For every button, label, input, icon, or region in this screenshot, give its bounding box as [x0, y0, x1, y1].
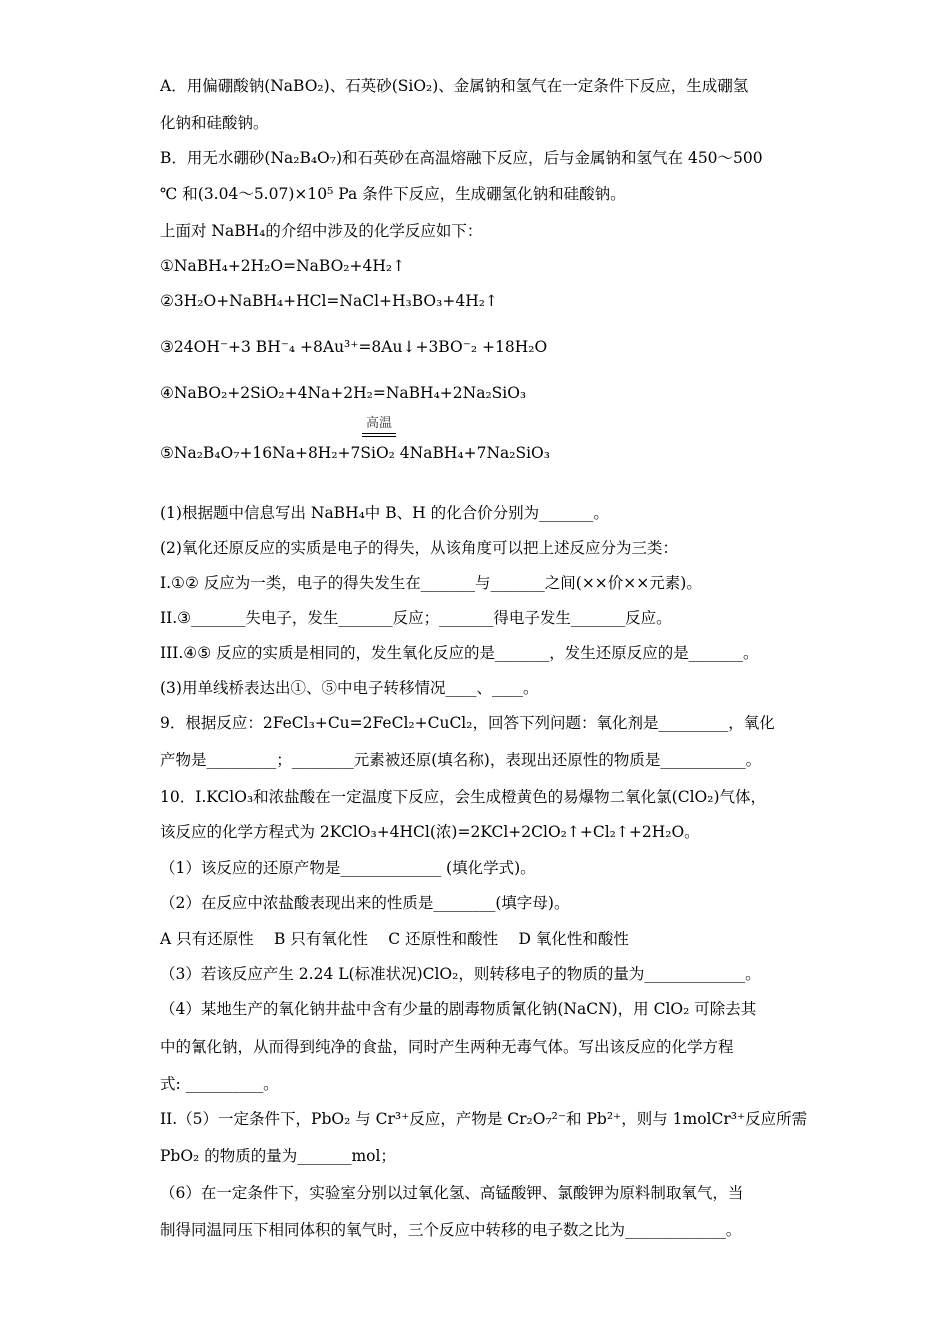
option-b-line-1: B．用无水硼砂(Na₂B₄O₇)和石英砂在高温熔融下反应，后与金属钠和氢气在 450～500: [160, 149, 763, 167]
problem-10-q3: （3）若该反应产生 2.24 L(标准状况)ClO₂，则转移电子的物质的量为_____________。: [160, 965, 761, 983]
option-a-line-2: 化钠和硅酸钠。: [160, 114, 269, 132]
condition-bar-top: [362, 433, 396, 434]
problem-9-line-2: 产物是_________；________元素被还原(填名称)，表现出还原性的物质是___________。: [160, 751, 762, 769]
problem-10-q2: （2）在反应中浓盐酸表现出来的性质是________(填字母)。: [160, 894, 570, 912]
reaction-5: ⑤Na₂B₄O₇+16Na+8H₂+7SiO₂ 4NaBH₄+7Na₂SiO₃: [160, 444, 550, 462]
reaction-2: ②3H₂O+NaBH₄+HCl=NaCl+H₃BO₃+4H₂↑: [160, 292, 498, 310]
question-2-part-ii: II.③_______失电子，发生_______反应；_______得电子发生_______反应。: [160, 609, 672, 627]
problem-10-q6-line-1: （6）在一定条件下，实验室分别以过氧化氢、高锰酸钾、氯酸钾为原料制取氧气，当: [160, 1184, 744, 1202]
question-3: (3)用单线桥表达出①、⑤中电子转移情况____、____。: [160, 679, 539, 697]
condition-label: 高温: [365, 416, 392, 431]
reaction-4: ④NaBO₂+2SiO₂+4Na+2H₂=NaBH₄+2Na₂SiO₃: [160, 384, 527, 402]
reaction-condition: [362, 417, 396, 437]
option-a-line-1: A．用偏硼酸钠(NaBO₂)、石英砂(SiO₂)、金属钠和氢气在一定条件下反应，生成硼氢: [160, 77, 749, 95]
problem-10-q4-line-1: （4）某地生产的氧化钠井盐中含有少量的剧毒物质氰化钠(NaCN)，用 ClO₂ 可除去其: [160, 1000, 757, 1018]
question-2-part-iii: III.④⑤ 反应的实质是相同的，发生氧化反应的是_______，发生还原反应的是_______。: [160, 644, 759, 662]
reaction-1: ①NaBH₄+2H₂O=NaBO₂+4H₂↑: [160, 257, 406, 275]
problem-9-line-1: 9．根据反应：2FeCl₃+Cu=2FeCl₂+CuCl₂，回答下列问题：氧化剂是_________，氧化: [160, 714, 775, 732]
problem-10-line-1: 10．Ⅰ.KClO₃和浓盐酸在一定温度下反应，会生成橙黄色的易爆物二氧化氯(ClO₂)气体，: [160, 788, 767, 806]
problem-10-q5-line-1: II.（5）一定条件下，PbO₂ 与 Cr³⁺反应，产物是 Cr₂O₇²⁻和 Pb²⁺，则与 1molCr³⁺反应所需: [160, 1110, 808, 1128]
reactions-intro: 上面对 NaBH₄的介绍中涉及的化学反应如下：: [160, 222, 483, 240]
problem-10-q4-line-3: 式: __________。: [160, 1075, 279, 1093]
question-1: (1)根据题中信息写出 NaBH₄中 B、H 的化合价分别为_______。: [160, 504, 609, 522]
problem-10-q1: （1）该反应的还原产物是_____________ (填化学式)。: [160, 859, 536, 877]
problem-10-line-2: 该反应的化学方程式为 2KClO₃+4HCl(浓)=2KCl+2ClO₂↑+Cl₂↑+2H₂O。: [160, 823, 700, 841]
question-2: (2)氧化还原反应的实质是电子的得失，从该角度可以把上述反应分为三类：: [160, 539, 678, 557]
problem-10-q5-line-2: PbO₂ 的物质的量为_______mol；: [160, 1147, 396, 1165]
option-b-line-2: ℃ 和(3.04～5.07)×10⁵ Pa 条件下反应，生成硼氢化钠和硅酸钠。: [160, 185, 626, 203]
reaction-3: ③24OH⁻+3 BH⁻₄ +8Au³⁺=8Au↓+3BO⁻₂ +18H₂O: [160, 338, 548, 356]
problem-10-q6-line-2: 制得同温同压下相同体积的氧气时，三个反应中转移的电子数之比为_____________。: [160, 1221, 742, 1239]
problem-10-options: A 只有还原性 B 只有氧化性 C 还原性和酸性 D 氧化性和酸性: [160, 930, 629, 948]
condition-bar-bottom: [362, 436, 396, 437]
question-2-part-i: I.①② 反应为一类，电子的得失发生在_______与_______之间(××价××元素)。: [160, 574, 702, 592]
problem-10-q4-line-2: 中的氰化钠，从而得到纯净的食盐，同时产生两种无毒气体。写出该反应的化学方程: [160, 1038, 734, 1056]
